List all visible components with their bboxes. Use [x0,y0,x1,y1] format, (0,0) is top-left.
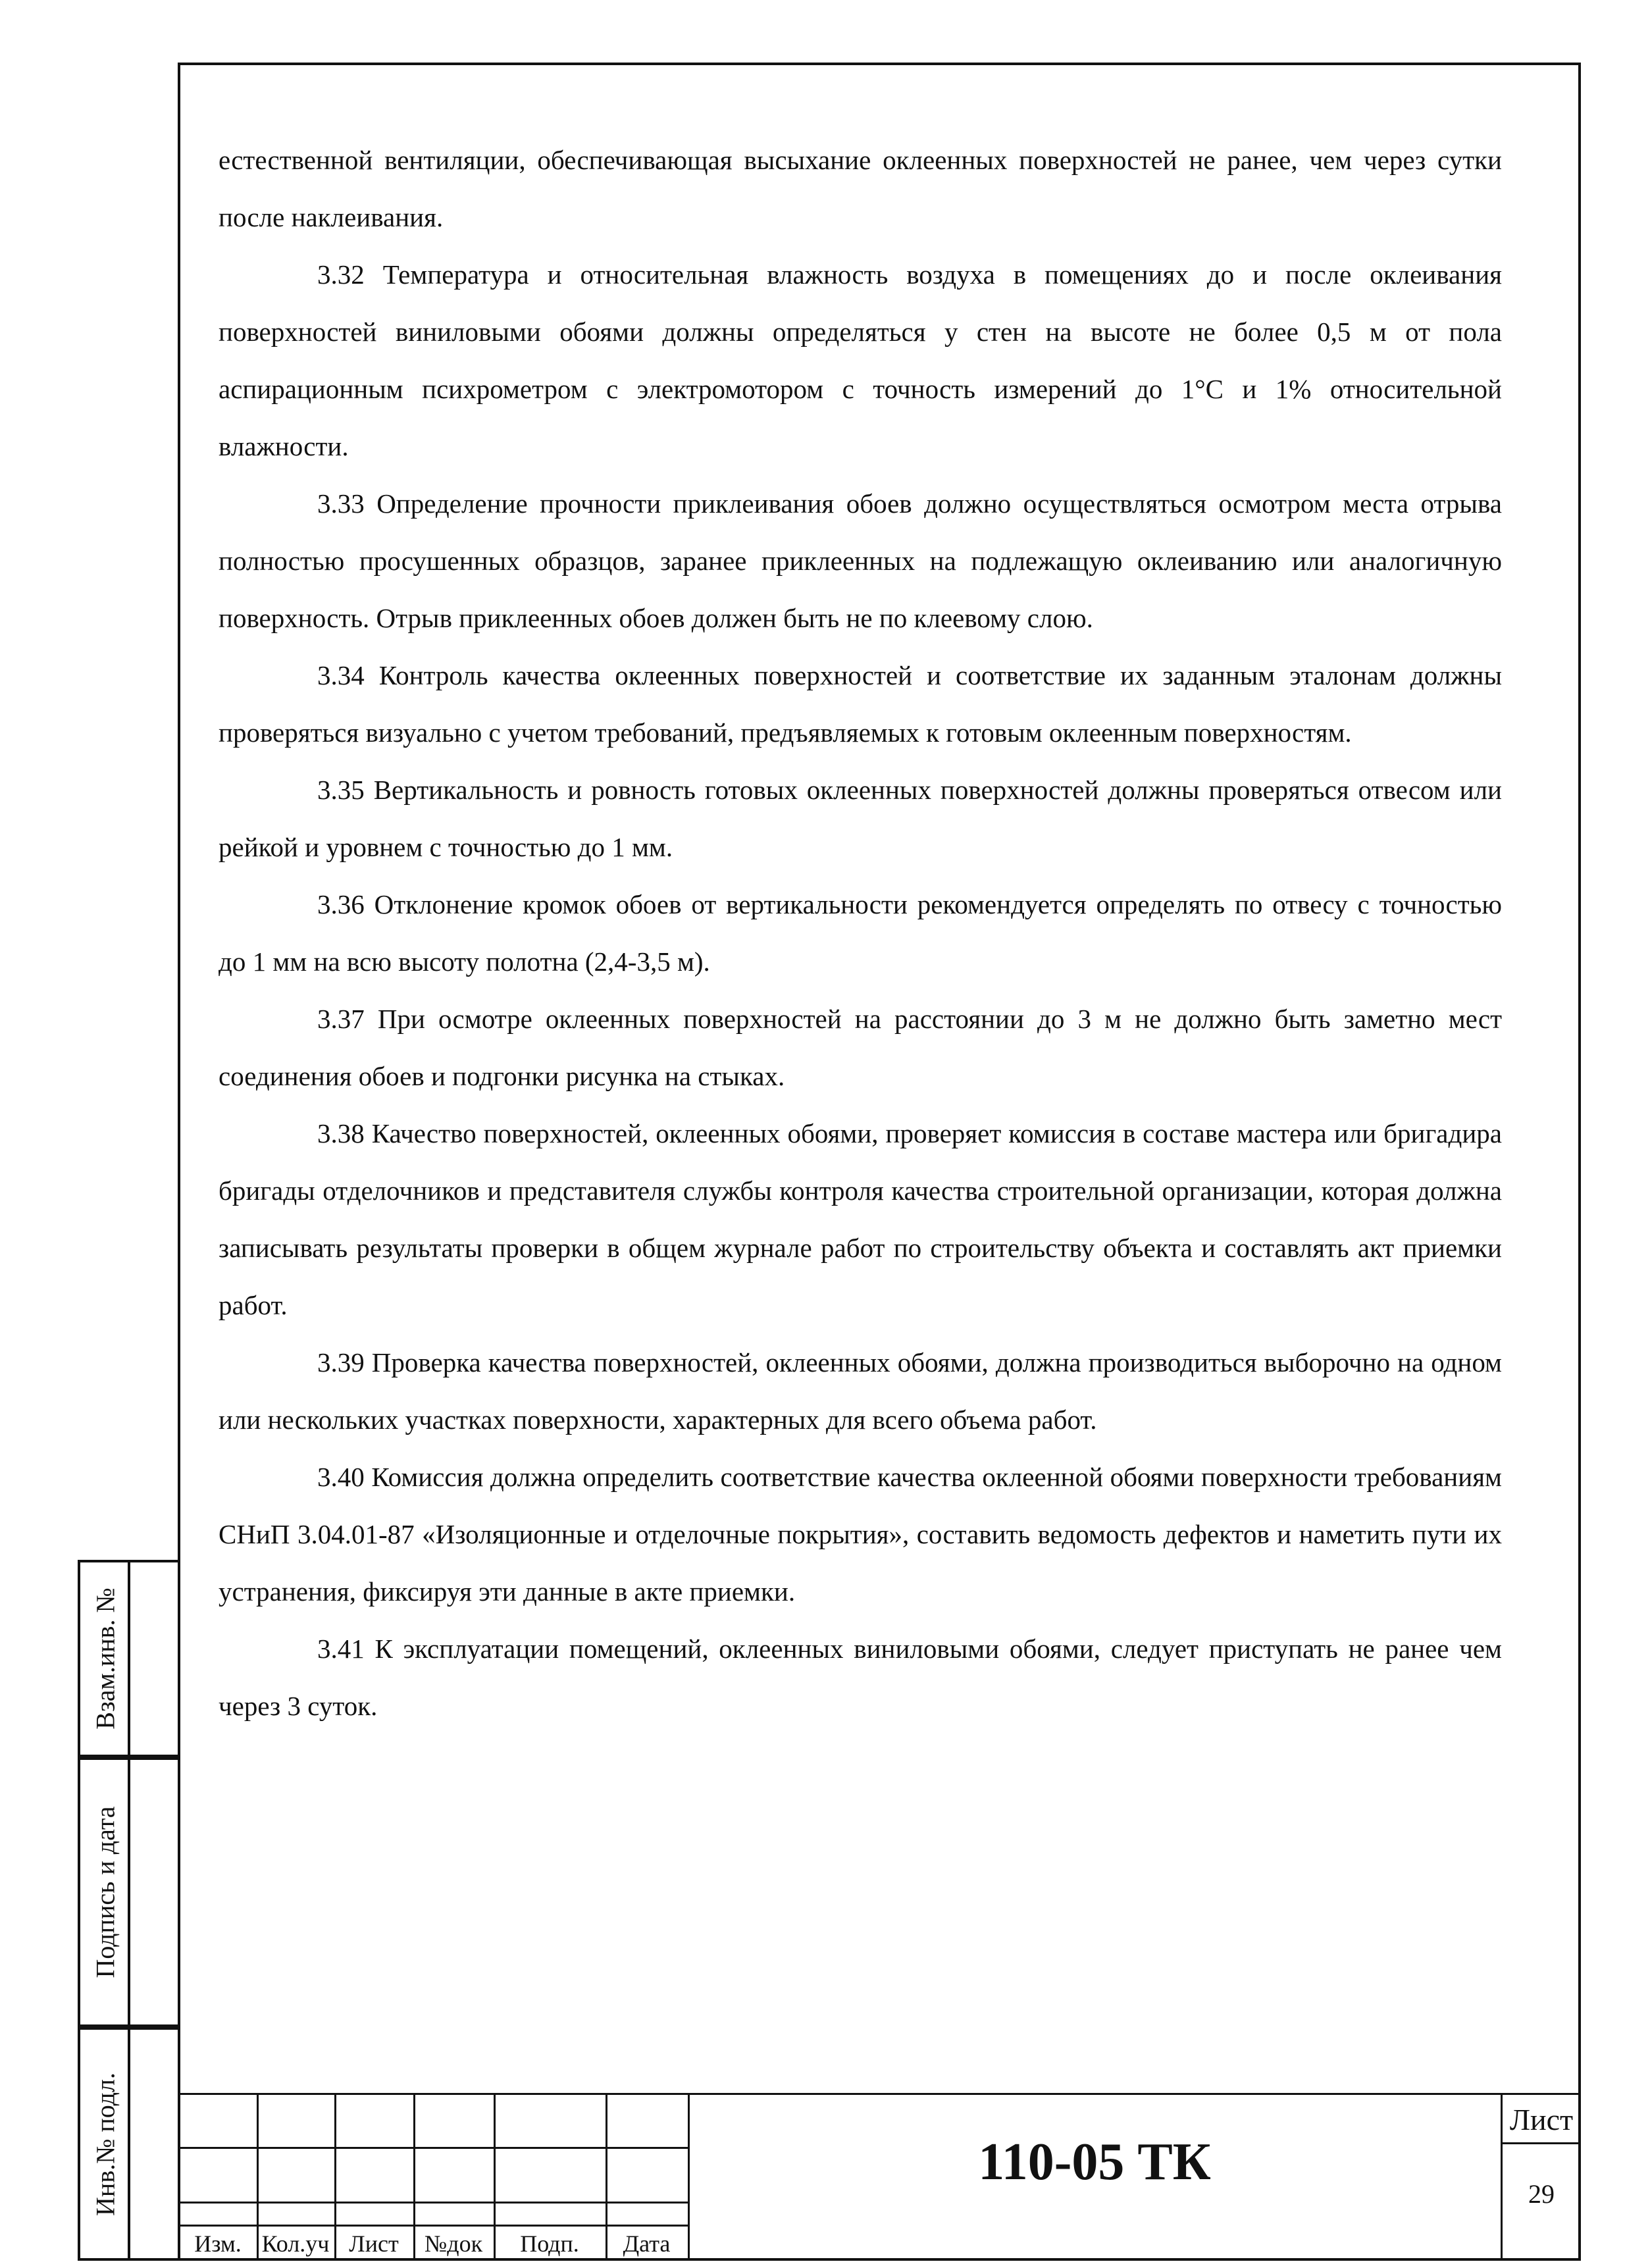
side-label-vzam: Взам.инв. № [90,1587,120,1730]
col-list: Лист [349,2230,399,2257]
side-label-inv: Инв.№ подл. [90,2072,120,2216]
document-body [219,132,1502,1735]
col-data: Дата [623,2230,671,2257]
sheet-label: Лист [1509,2103,1574,2136]
paragraph-3-40: 3.40 Комиссия должна определить соответствие качества оклеенной обоями поверхности требованиям СНиП 3.04.01-87 «Изоляционные и отделочные покрытия», составить ведомость дефектов и наметить пути их устранения, фиксируя эти данные в акте приемки. [219,1462,1502,1607]
side-stamp-inv [78,2027,178,2261]
side-stamp-podpis [78,1757,178,2027]
paragraph-3-35: 3.35 Вертикальность и ровность готовых оклеенных поверхностей должны проверяться отвесом или рейкой и уровнем с точностью до 1 мм. [219,775,1502,862]
col-podp: Подп. [520,2230,579,2257]
paragraph-3-33: 3.33 Определение прочности приклеивания обоев должно осуществляться осмотром места отрыва полностью просушенных образцов, заранее приклеенных на подлежащую оклеиванию или аналогичную поверхность. Отрыв приклеенных обоев должен быть не по клеевому слою. [219,488,1502,633]
paragraph-3-39: 3.39 Проверка качества поверхностей, оклеенных обоями, должна производиться выборочно на одном или нескольких участках поверхности, характерных для всего объема работ. [219,1347,1502,1435]
sheet-number: 29 [1528,2179,1555,2209]
paragraph-3-36: 3.36 Отклонение кромок обоев от вертикальности рекомендуется определять по отвесу с точностью до 1 мм на всю высоту полотна (2,4-3,5 м). [219,889,1502,977]
paragraph-3-41: 3.41 К эксплуатации помещений, оклеенных виниловыми обоями, следует приступать не ранее чем через 3 суток. [219,1634,1502,1721]
paragraph-3-32: 3.32 Температура и относительная влажность воздуха в помещениях до и после оклеивания поверхностей виниловыми обоями должны определяться у стен на высоте не более 0,5 м от пола аспирационным психрометром с электромотором с точность измерений до 1°С и 1% относительной влажности. [219,259,1502,461]
paragraph-3-37: 3.37 При осмотре оклеенных поверхностей на расстоянии до 3 м не должно быть заметно мест соединения обоев и подгонки рисунка на стыках. [219,1004,1502,1091]
document-code: 110-05 ТК [978,2133,1211,2191]
title-block [178,2093,1581,2261]
paragraph-3-34: 3.34 Контроль качества оклеенных поверхностей и соответствие их заданным эталонам должны проверяться визуально с учетом требований, предъявляемых к готовым оклеенным поверхностям. [219,660,1502,748]
side-label-podpis: Подпись и дата [90,1806,120,1978]
side-stamp-vzam [78,1560,178,1757]
col-ndok: №док [424,2230,483,2257]
paragraph-3-38: 3.38 Качество поверхностей, оклеенных обоями, проверяет комиссия в составе мастера или бригадира бригады отделочников и представителя службы контроля качества строительной организации, которая должна записывать результаты проверки в общем журнале работ по строительству объекта и составлять акт приемки работ. [219,1118,1502,1320]
col-kol: Кол.уч [261,2230,330,2257]
col-izm: Изм. [194,2230,242,2257]
paragraph-intro: естественной вентиляции, обеспечивающая высыхание оклеенных поверхностей не ранее, чем через сутки после наклеивания. [219,145,1502,232]
